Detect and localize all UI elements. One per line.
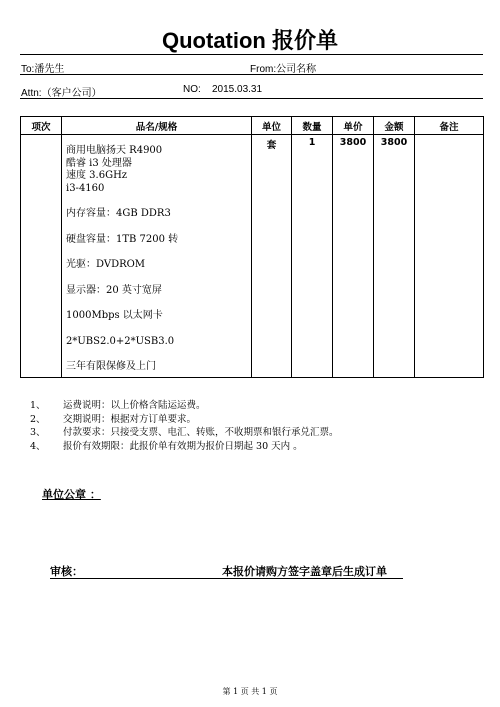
spec-line: 酷睿 i3 处理器 bbox=[66, 157, 132, 169]
info-rule-1 bbox=[20, 74, 483, 75]
spec-line: 三年有限保修及上门 bbox=[66, 361, 156, 372]
spec-line: 内存容量：4GB DDR3 bbox=[66, 208, 171, 219]
spec-gap bbox=[66, 297, 251, 310]
note-number: 3、 bbox=[30, 427, 46, 438]
to-field: To:潘先生 bbox=[21, 64, 65, 75]
spec-gap bbox=[66, 221, 251, 234]
note-text: 付款要求：只接受支票、电汇、转账，不收期票和银行承兑汇票。 bbox=[63, 427, 339, 438]
list-item bbox=[30, 413, 339, 427]
spec-line: 2*UBS2.0+2*USB3.0 bbox=[66, 335, 175, 347]
cell-unit: 套 bbox=[252, 135, 292, 378]
col-header-spec: 品名/规格 bbox=[62, 117, 252, 135]
spec-gap bbox=[66, 246, 251, 259]
spec-line: 硬盘容量：1TB 7200 转 bbox=[66, 233, 179, 245]
company-seal-label: 单位公章 ： bbox=[42, 488, 101, 501]
table-header-row bbox=[21, 117, 484, 135]
spec-line: 1000Mbps 以太网卡 bbox=[66, 310, 163, 321]
cell-item-no bbox=[21, 135, 62, 378]
list-item bbox=[30, 440, 339, 454]
cell-spec bbox=[62, 135, 252, 378]
spec-line: 速度 3.6GHz bbox=[66, 170, 128, 181]
table-row bbox=[21, 135, 484, 378]
spec-line: 显示器：20 英寸宽屏 bbox=[66, 284, 162, 296]
col-header-remark: 备注 bbox=[415, 117, 484, 135]
spec-gap bbox=[66, 348, 251, 361]
col-header-unit: 单位 bbox=[252, 117, 292, 135]
note-number: 1、 bbox=[30, 400, 46, 411]
quotation-table bbox=[20, 116, 484, 378]
review-underline bbox=[50, 578, 403, 579]
col-header-qty: 数量 bbox=[292, 117, 333, 135]
note-text: 交期说明：根据对方订单要求。 bbox=[63, 413, 197, 425]
cell-unit-price: 3800 bbox=[333, 135, 374, 378]
info-rule-2 bbox=[20, 98, 483, 99]
list-item bbox=[30, 426, 339, 440]
note-text: 报价有效期限：此报价单有效期为报价日期起 30 天内 。 bbox=[63, 440, 303, 452]
attn-field: Attn:（客户公司） bbox=[21, 88, 102, 99]
note-number: 2、 bbox=[30, 413, 46, 425]
no-value: 2015.03.31 bbox=[212, 84, 263, 95]
document-title: Quotation 报价单 bbox=[162, 28, 338, 53]
cell-remark bbox=[415, 135, 484, 378]
spec-line: i3-4160 bbox=[66, 182, 105, 194]
cell-qty: 1 bbox=[292, 135, 333, 378]
review-message: 本报价请购方签字盖章后生成订单 bbox=[222, 565, 387, 578]
col-header-item: 项次 bbox=[21, 117, 62, 135]
review-label: 审核： bbox=[50, 565, 83, 578]
cell-amount: 3800 bbox=[374, 135, 415, 378]
no-label: NO: bbox=[183, 84, 201, 95]
title-rule bbox=[20, 54, 483, 55]
note-number: 4、 bbox=[30, 440, 46, 452]
spec-line: 光驱：DVDROM bbox=[66, 259, 146, 270]
col-header-unit-price: 单价 bbox=[333, 117, 374, 135]
list-item bbox=[30, 399, 339, 413]
col-header-amount: 金额 bbox=[374, 117, 415, 135]
spec-line: 商用电脑扬天 R4900 bbox=[66, 145, 163, 156]
spec-lines bbox=[66, 145, 251, 374]
spec-gap bbox=[66, 272, 251, 285]
spec-gap bbox=[66, 195, 251, 208]
from-field: From:公司名称 bbox=[250, 64, 317, 75]
page-footer: 第 1 页 共 1 页 bbox=[222, 687, 278, 696]
spec-gap bbox=[66, 323, 251, 336]
terms-list bbox=[30, 399, 339, 453]
note-text: 运费说明：以上价格含陆运运费。 bbox=[63, 400, 206, 411]
